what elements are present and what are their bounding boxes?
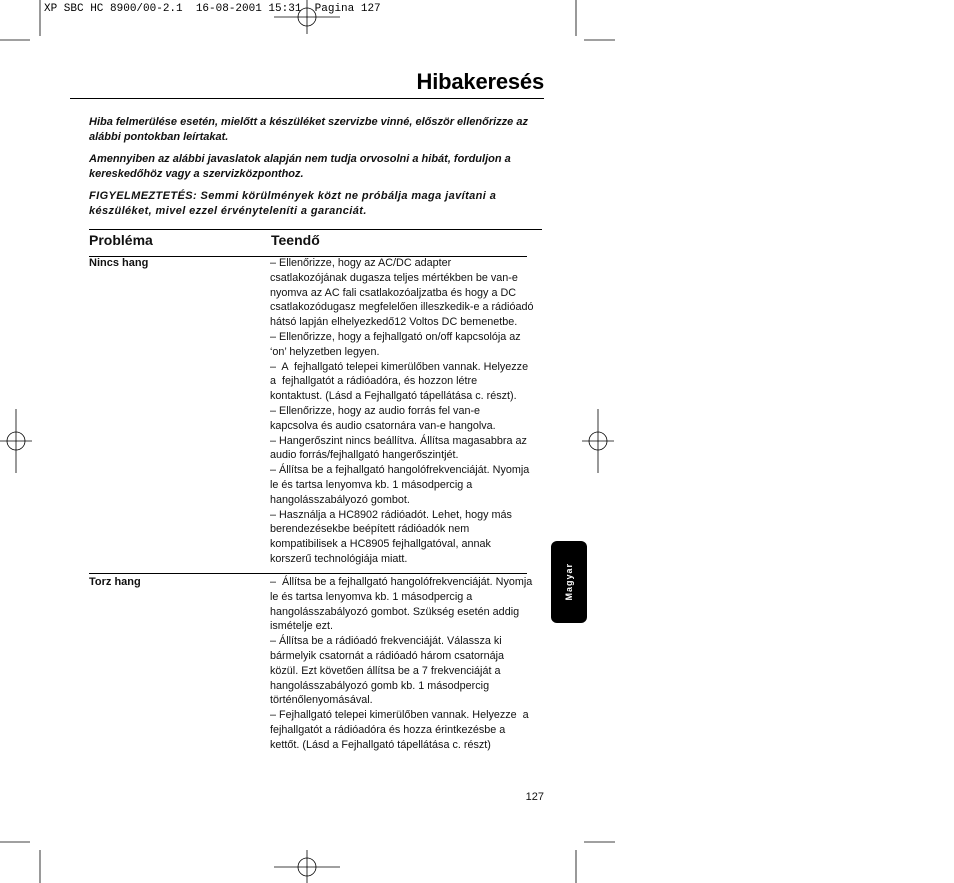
action-line: kettőt. (Lásd a Fejhallgató tápellátása c. részt) [270, 738, 491, 751]
title-divider [70, 98, 544, 99]
row-separator [89, 573, 527, 574]
action-line: – Állítsa be a fejhallgató hangolófrekvenciáját. Nyomja [270, 576, 533, 588]
action-line: audio forrás/fejhallgató hangerőszintjét. [270, 449, 459, 462]
crop-mark-top-left [0, 0, 40, 40]
warning-paragraph [89, 189, 549, 219]
column-header-problem: Probléma [89, 232, 153, 248]
language-tab-label: Magyar [564, 563, 574, 601]
crop-mark-bottom-right [576, 842, 615, 883]
action-line: – Állítsa be a rádióadó frekvenciáját. Válassza ki [270, 635, 502, 648]
action-line: – Ellenőrizze, hogy a fejhallgató on/off kapcsolója az [270, 330, 521, 343]
action-line: korszerű technológiája miatt. [270, 552, 408, 565]
problem-label: Torz hang [89, 576, 141, 588]
action-line: – Ellenőrizze, hogy az AC/DC adapter [270, 257, 452, 269]
action-line: csatlakozójának dugasza teljes mértékben be van-e [270, 271, 518, 284]
action-line: – Ellenőrizze, hogy az audio forrás fel van-e [270, 404, 481, 417]
warning-line: FIGYELMEZTETÉS: Semmi körülmények közt ne próbálja maga javítani a [89, 190, 497, 202]
intro-paragraph [89, 115, 549, 145]
action-line: kompatibilisek a HC8905 fejhallgatóval, annak [270, 538, 491, 551]
action-line: bármelyik csatornát a rádióadó három csatornája [270, 649, 505, 662]
intro-line: alábbi pontokban leírtakat. [89, 131, 229, 143]
intro-line: Amennyiben az alábbi javaslatok alapján nem tudja orvosolni a hibát, forduljon a [89, 153, 511, 165]
action-line: le és tartsa lenyomva kb. 1 másodpercig a [270, 478, 473, 491]
action-line: csatlakozódugasz megfelelően illeszkedik-e a rádióadó [270, 301, 534, 314]
warning-line: készüléket, mivel ezzel érvényteleníti a garanciát. [89, 205, 367, 217]
registration-mark-bottom [274, 850, 340, 883]
column-header-action: Teendő [271, 232, 320, 248]
action-line: – Hangerőszint nincs beállítva. Állítsa magasabbra az [270, 434, 527, 447]
action-line: kapcsolva és audio csatornára van-e hangolva. [270, 419, 496, 432]
page-number: 127 [525, 791, 544, 803]
action-line: – Állítsa be a fejhallgató hangolófrekvenciáját. Nyomja [270, 464, 530, 477]
intro-line: Hiba felmerülése esetén, mielőtt a készüléket szervizbe vinné, először ellenőrizze az [89, 116, 528, 128]
language-tab [551, 541, 587, 623]
action-line: – A fejhallgató telepei kimerülőben vannak. Helyezze [270, 360, 529, 373]
registration-mark-right [582, 409, 614, 473]
page-title: Hibakeresés [416, 69, 544, 94]
action-line: fejhallgatót a rádióadóra és hozza érintkezésbe a [270, 723, 506, 736]
action-line: kontaktust. (Lásd a Fejhallgató tápellátása c. részt). [270, 390, 517, 403]
print-slug: XP SBC HC 8900/00-2.1 16-08-2001 15:31 Pagina 127 [44, 3, 381, 15]
intro-paragraph [89, 152, 549, 182]
intro-line: kereskedőhöz vagy a szervizközponthoz. [89, 168, 304, 180]
action-line: a fejhallgatót a rádióadóra, és hozzon létre [270, 375, 478, 388]
action-line: történőlenyomásával. [270, 694, 373, 707]
registration-mark-left [0, 409, 32, 473]
action-line: hangolásszabályozó gomb kb. 1 másodpercig [270, 679, 490, 692]
crop-mark-top-right [576, 0, 615, 40]
action-line: hangolásszabályozó gombot. Szükség esetén addig [270, 605, 520, 618]
action-line: – Használja a HC8902 rádióadót. Lehet, hogy más [270, 508, 512, 521]
action-line: közül. Ezt követően állítsa be a 7 frekvenciáját a [270, 664, 501, 677]
action-line: hangolásszabályozó gombot. [270, 493, 410, 506]
problem-label: Nincs hang [89, 257, 149, 269]
action-list [270, 256, 542, 567]
intro-notes [89, 115, 549, 226]
action-list [270, 575, 542, 753]
action-line: berendezésekbe beépített rádióadók nem [270, 523, 470, 536]
action-line: le és tartsa lenyomva kb. 1 másodpercig a [270, 590, 473, 603]
action-line: nyomva az AC fali csatlakozóaljzatba és hogy a DC [270, 286, 517, 299]
crop-mark-bottom-left [0, 842, 40, 883]
action-line: ‘on’ helyzetben legyen. [270, 345, 380, 358]
table-top-rule [89, 229, 542, 230]
action-line: hátsó lapján elhelyezkedő12 Voltos DC bemenetbe. [270, 316, 518, 329]
action-line: ismételje ezt. [270, 620, 334, 633]
action-line: – Fejhallgató telepei kimerülőben vannak. Helyezze a [270, 709, 529, 722]
